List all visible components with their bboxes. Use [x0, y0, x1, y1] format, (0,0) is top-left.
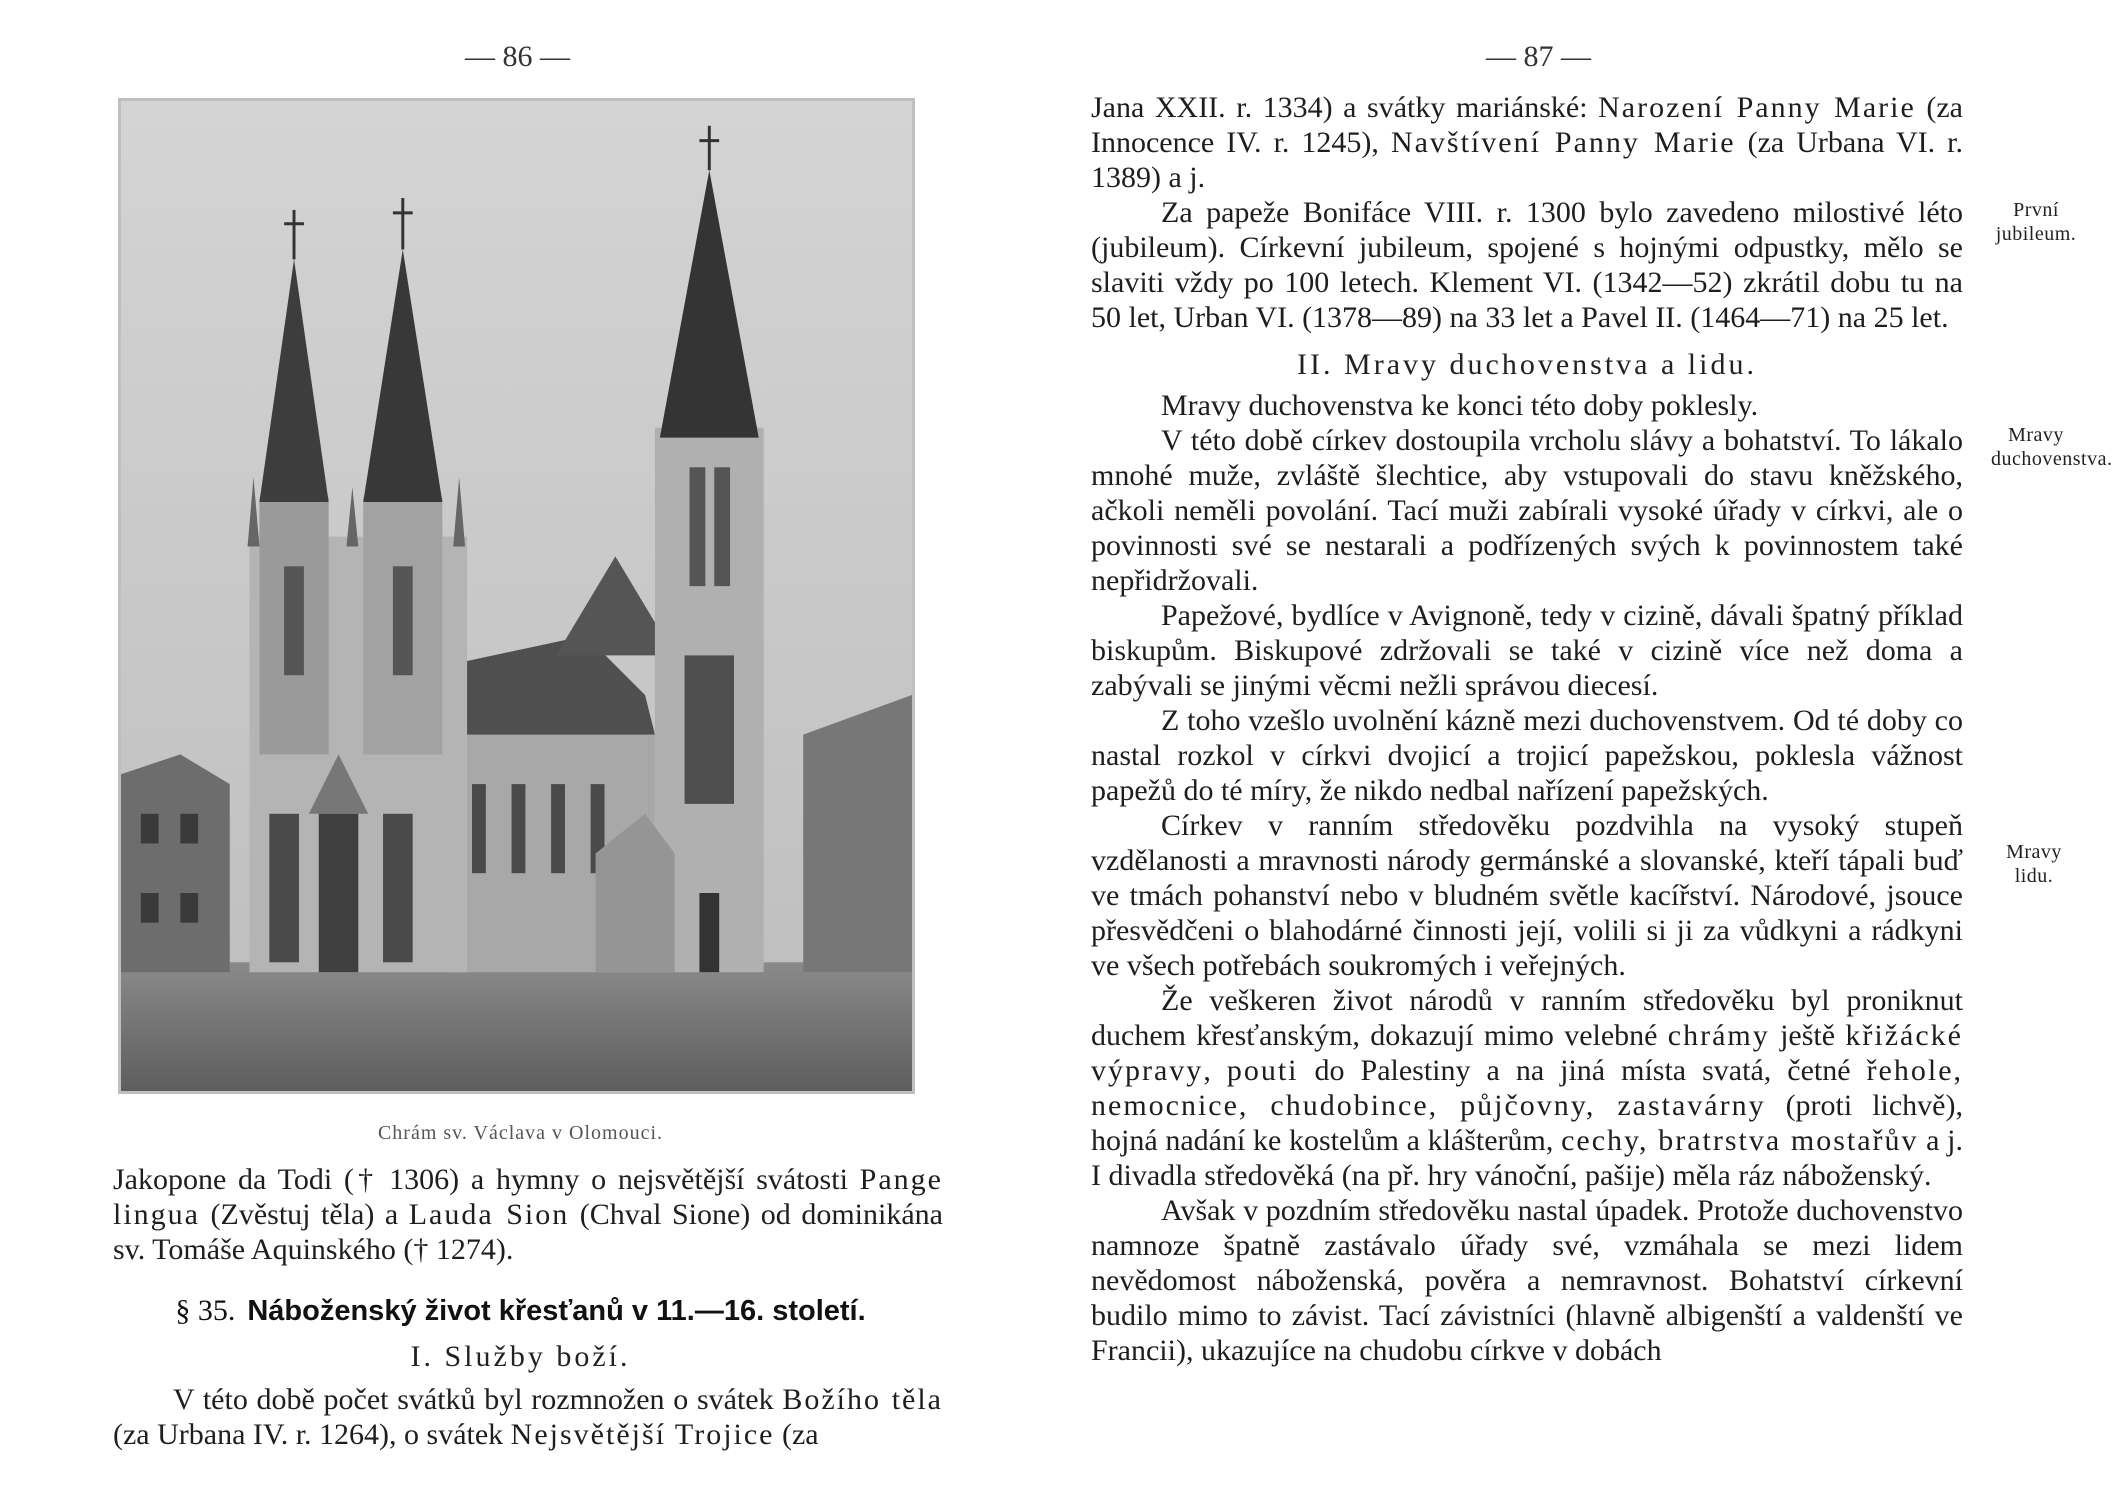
spaced-title: Lauda Sion	[408, 1198, 570, 1231]
spaced-term: pouti	[1226, 1054, 1299, 1087]
text-run: Jana XXII. r. 1334) a svátky mariánské:	[1091, 91, 1599, 124]
paragraph: Církev v ranním středověku pozdvihla na vysoký stupeň vzdělanosti a mravnosti národy germánské a slovanské, kteří tápali buď ve tmách pohanství nebo v bludném světle kacířství. Národové, jsouce přesvědčeni o blahodárné činnosti její, volili si ji za vůdkyni a rádkyni ve všech potřebách soukromých i veřejných.	[1091, 809, 1963, 982]
page-number: — 86 —	[465, 40, 570, 73]
section-number: § 35.	[175, 1294, 236, 1327]
paragraph: Papežové, bydlíce v Avignoně, tedy v cizině, dávali špatný příklad biskupům. Biskupové zdržovali se také v cizině více než doma a zabývali se jinými věcmi nežli správou diecesí.	[1091, 599, 1963, 702]
paragraph: Avšak v pozdním středověku nastal úpadek. Protože duchovenstvo namnoze špatně zastávalo úřady své, vzmáhala se mezi lidem nevědomost náboženská, pověra a nemravnost. Bohatství církevní budilo mimo to závist. Tací závistníci (hlavně albigenští a valdenští ve Francii), ukazujíce na chudobu církve v dobách	[1091, 1194, 1963, 1367]
figure-caption: Chrám sv. Václava v Olomouci.	[377, 1122, 664, 1144]
margin-note-mravy-lidu: Mravy lidu.	[2006, 841, 2062, 887]
subheading: I. Služby boží.	[410, 1340, 631, 1373]
body-paragraph	[113, 1382, 943, 1452]
text-run: (proti lichvě), hojná nadání ke kostelům a klášterům,	[1091, 1089, 1963, 1157]
cathedral-photo-icon	[121, 101, 912, 1091]
left-page	[0, 0, 1041, 1500]
page-number: — 87 —	[1486, 40, 1591, 73]
spaced-term: řehole, nemocnice, chudobince, půjčovny, zastavárny	[1091, 1054, 1964, 1122]
paragraph: V této době církev dostoupila vrcholu slávy a bohatství. To lákalo mnohé muže, zvláště šlechtice, aby vstupovali do stavu kněžského, ačkoli neměli povolání. Tací muži zabírali vysoké úřady v církvi, ale o povinnosti své se nestarali a podřízených svých k povinnostem také nepřidržovali.	[1091, 424, 1963, 597]
text-run: (Zvěstuj těla) a	[200, 1198, 409, 1231]
right-page-body	[1091, 90, 1963, 1368]
text-run: Jakopone da Todi († 1306) a hymny o nejsvětější svátosti	[113, 1163, 860, 1196]
margin-note-jubileum: První jubileum.	[1995, 199, 2077, 245]
spaced-term: cechy, bratrstva mostařův	[1561, 1124, 1919, 1157]
spaced-term: Božího těla	[782, 1383, 943, 1416]
text-run: Že veškeren život národů v ranním středověku byl proniknut duchem křesťanským, dokazují mimo velebné	[1091, 984, 1963, 1052]
continuation-paragraph	[113, 1162, 943, 1267]
spaced-term: Navštívení Panny Marie	[1390, 126, 1736, 159]
text-run: do Palestiny a na jiná místa svatá, četné	[1298, 1054, 1867, 1087]
text-run: (Chval Sione) od dominikána sv. Tomáše Aquinského († 1274).	[113, 1198, 943, 1266]
text-run: (za Innocence IV. r. 1245),	[1091, 91, 1963, 159]
text-run: (za Urbana VI. r. 1389) a j.	[1091, 126, 1963, 194]
spaced-term: chrámy	[1667, 1019, 1770, 1052]
paragraph: Mravy duchovenstva ke konci této doby poklesly.	[1161, 389, 1759, 422]
subheading: II. Mravy duchovenstva a lidu.	[1297, 348, 1757, 381]
text-run: a j. I divadla středověká (na př. hry vánoční, pašije) měla ráz náboženský.	[1091, 1124, 1964, 1192]
paragraph: Z toho vzešlo uvolnění kázně mezi duchovenstvem. Od té doby co nastal rozkol v církvi dvojicí a trojicí papežskou, poklesla vážnost papežů do té míry, že nikdo nedbal nařízení papežských.	[1091, 704, 1963, 807]
paragraph	[1091, 983, 1963, 1193]
paragraph: Za papeže Bonifáce VIII. r. 1300 bylo zavedeno milostivé léto (jubileum). Církevní jubileum, spojené s hojnými odpustky, mělo se slaviti vždy po 100 letech. Klement VI. (1342—52) zkrátil dobu tu na 50 let, Urban VI. (1378—89) na 33 let a Pavel II. (1464—71) na 25 let.	[1091, 196, 1963, 334]
cathedral-photo	[118, 98, 915, 1094]
margin-note-mravy-duchovenstva: Mravy duchovenstva.	[1991, 424, 2112, 470]
text-run: ještě	[1769, 1019, 1846, 1052]
right-page	[1041, 0, 2112, 1500]
text-run: V této době počet svátků byl rozmnožen o svátek	[173, 1383, 783, 1416]
section-title: Náboženský život křesťanů v 11.—16. století.	[247, 1295, 866, 1327]
spaced-title: Pange lingua	[113, 1163, 943, 1231]
text-run: (za Urbana IV. r. 1264), o svátek	[113, 1418, 511, 1451]
section-heading	[0, 1293, 1041, 1328]
text-run: ,	[1203, 1054, 1227, 1087]
paragraph	[1091, 90, 1963, 195]
text-run: (za	[774, 1418, 819, 1451]
spaced-term: Nejsvětější Trojice	[510, 1418, 775, 1451]
spaced-term: křižácké výpravy	[1091, 1019, 1963, 1087]
spaced-term: Narození Panny Marie	[1598, 91, 1916, 124]
